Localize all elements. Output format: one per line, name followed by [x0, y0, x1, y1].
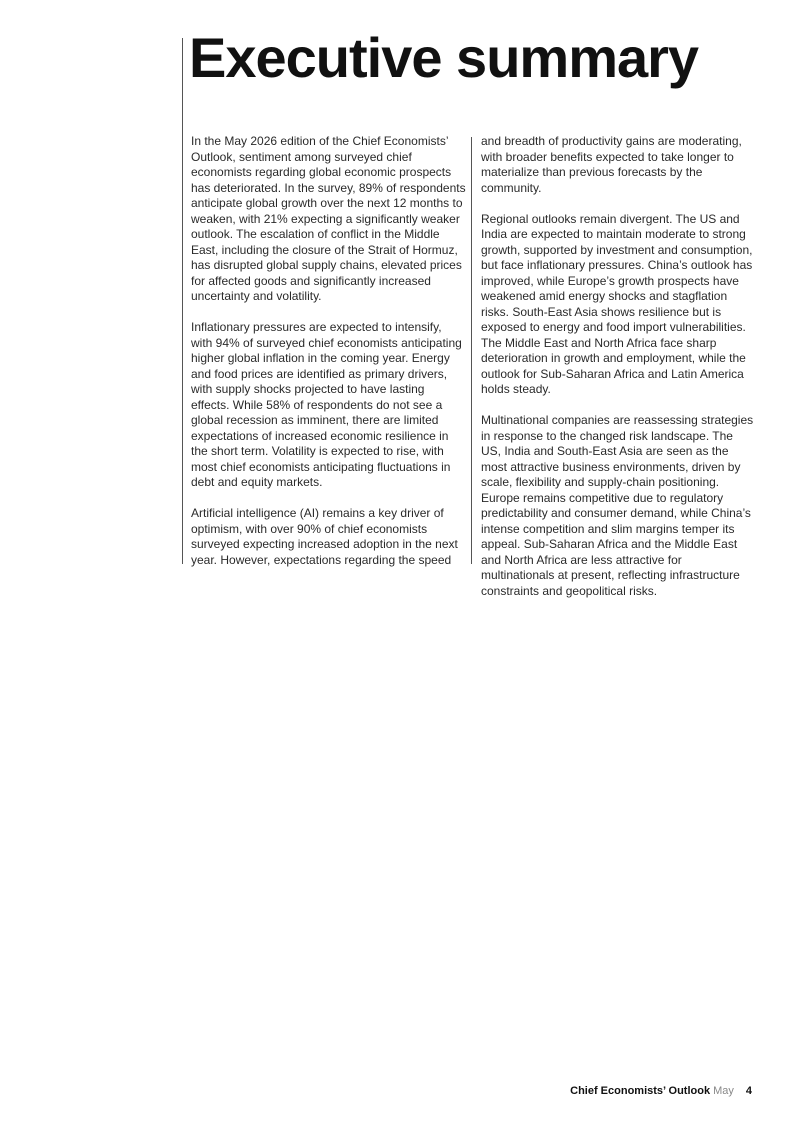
page-footer	[570, 1085, 752, 1097]
paragraph: In the May 2026 edition of the Chief Economists’ Outlook, sentiment among surveyed chief economists regarding global economic prospects has deteriorated. In the survey, 89% of respondents anticipate global growth over the next 12 months to weaken, with 21% expecting a significantly weaker outlook. The escalation of conflict in the Middle East, including the closure of the Strait of Hormuz, has disrupted global supply chains, elevated prices for affected goods and significantly increased uncertainty and volatility.	[191, 134, 466, 303]
paragraph: Artificial intelligence (AI) remains a key driver of optimism, with over 90% of chief economists surveyed expecting increased adoption in the next year. However, expectations regarding the speed	[191, 506, 458, 567]
left-text-column	[191, 134, 466, 584]
footer-publication: Chief Economists’ Outlook	[570, 1085, 711, 1097]
page-number: 4	[745, 1085, 752, 1097]
footer-month: May	[713, 1085, 734, 1097]
paragraph: Multinational companies are reassessing strategies in response to the changed risk landscape. The US, India and South-East Asia are seen as the most attractive business environments, driven by scale, flexibility and supply-chain positioning. Europe remains competitive due to regulatory predictability and consumer demand, while China’s intense competition and slim margins temper its appeal. Sub-Saharan Africa and the Middle East and North Africa are less attractive for multinationals at present, reflecting infrastructure constraints and geopolitical risks.	[481, 413, 754, 598]
paragraph: and breadth of productivity gains are moderating, with broader benefits expected to take longer to materialize than previous forecasts by the community.	[481, 134, 742, 195]
paragraph: Inflationary pressures are expected to intensify, with 94% of surveyed chief economists anticipating higher global inflation in the coming year. Energy and food prices are identified as primary drivers, with supply shocks projected to have lasting effects. While 58% of respondents do not see a global recession as imminent, there are limited expectations of increased economic resilience in the short term. Volatility is expected to rise, with most chief economists anticipating fluctuations in debt and equity markets.	[191, 320, 462, 489]
paragraph: Regional outlooks remain divergent. The US and India are expected to maintain moderate to strong growth, supported by investment and consumption, but face inflationary pressures. China’s outlook has improved, while Europe’s growth prospects have weakened amid energy shocks and stagflation risks. South-East Asia shows resilience but is exposed to energy and food import vulnerabilities. The Middle East and North Africa face sharp deterioration in growth and employment, while the outlook for Sub-Saharan Africa and Latin America holds steady.	[481, 211, 753, 396]
column-divider-rule	[471, 137, 472, 564]
page-title: Executive summary	[189, 26, 699, 89]
title-vertical-rule	[182, 38, 183, 564]
right-text-column	[481, 134, 756, 615]
